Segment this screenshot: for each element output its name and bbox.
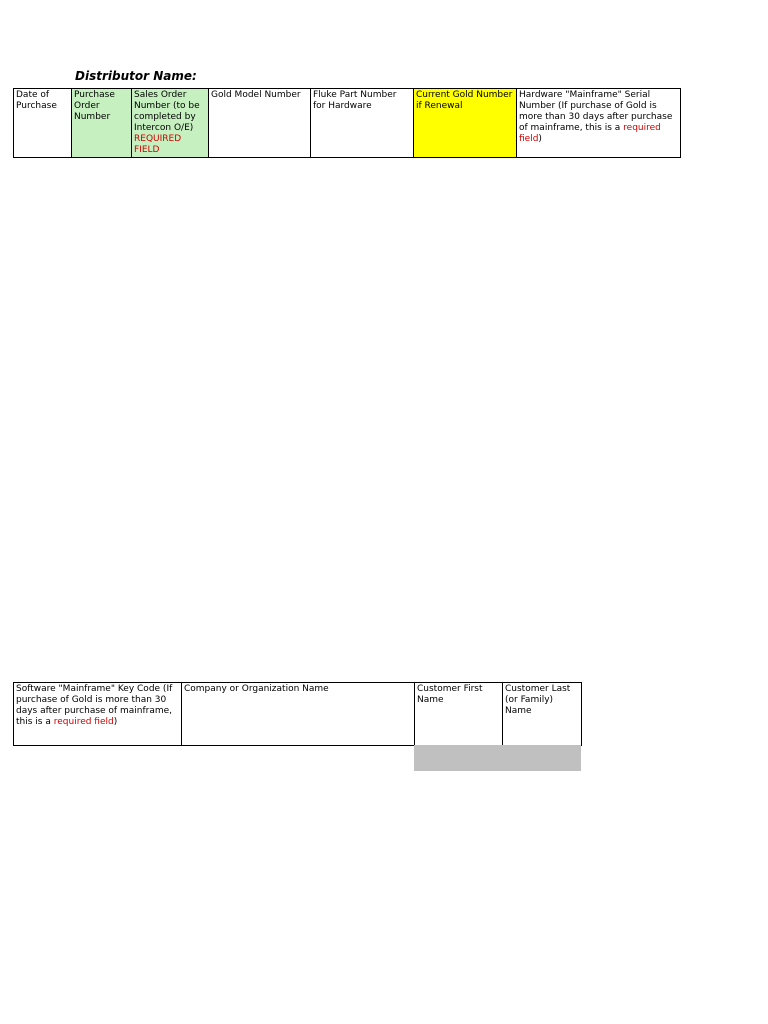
software-key-required-text: required field: [53, 717, 114, 727]
sales-order-number-text: Sales Order Number (to be completed by Intercon O/E): [134, 90, 200, 133]
fluke-part-number-header: Fluke Part Number for Hardware: [311, 89, 414, 158]
order-header-table: [13, 88, 681, 158]
hardware-serial-suffix: ): [538, 134, 542, 144]
purchase-order-number-header: Purchase Order Number: [72, 89, 132, 158]
software-key-code-header: [14, 683, 182, 746]
gold-model-number-header: Gold Model Number: [209, 89, 311, 158]
header-row: [14, 89, 681, 158]
customer-first-name-header: Customer First Name: [415, 683, 503, 746]
distributor-name-label: Distributor Name:: [75, 69, 197, 83]
software-key-text: Software "Mainframe" Key Code (If purchase of Gold is more than 30 days after purchase of mainframe, this is a: [16, 684, 173, 727]
sales-order-number-header: [132, 89, 209, 158]
header-row: [14, 683, 582, 746]
software-key-suffix: ): [113, 717, 118, 727]
hardware-serial-required-text: required field: [519, 123, 661, 144]
customer-header-table: [13, 682, 582, 746]
hardware-serial-text: Hardware "Mainframe" Serial Number (If purchase of Gold is more than 30 days after purchase of mainframe, this is a: [519, 90, 673, 133]
date-of-purchase-header: Date of Purchase: [14, 89, 72, 158]
hardware-serial-number-header: [517, 89, 681, 158]
company-name-header: Company or Organization Name: [182, 683, 415, 746]
customer-last-name-header: Customer Last (or Family) Name: [503, 683, 582, 746]
sales-order-required-text: REQUIRED FIELD: [134, 134, 182, 155]
current-gold-number-header: Current Gold Number if Renewal: [414, 89, 517, 158]
clipped-row-fragment: [70, 150, 190, 154]
gray-fill-band: [414, 745, 581, 771]
